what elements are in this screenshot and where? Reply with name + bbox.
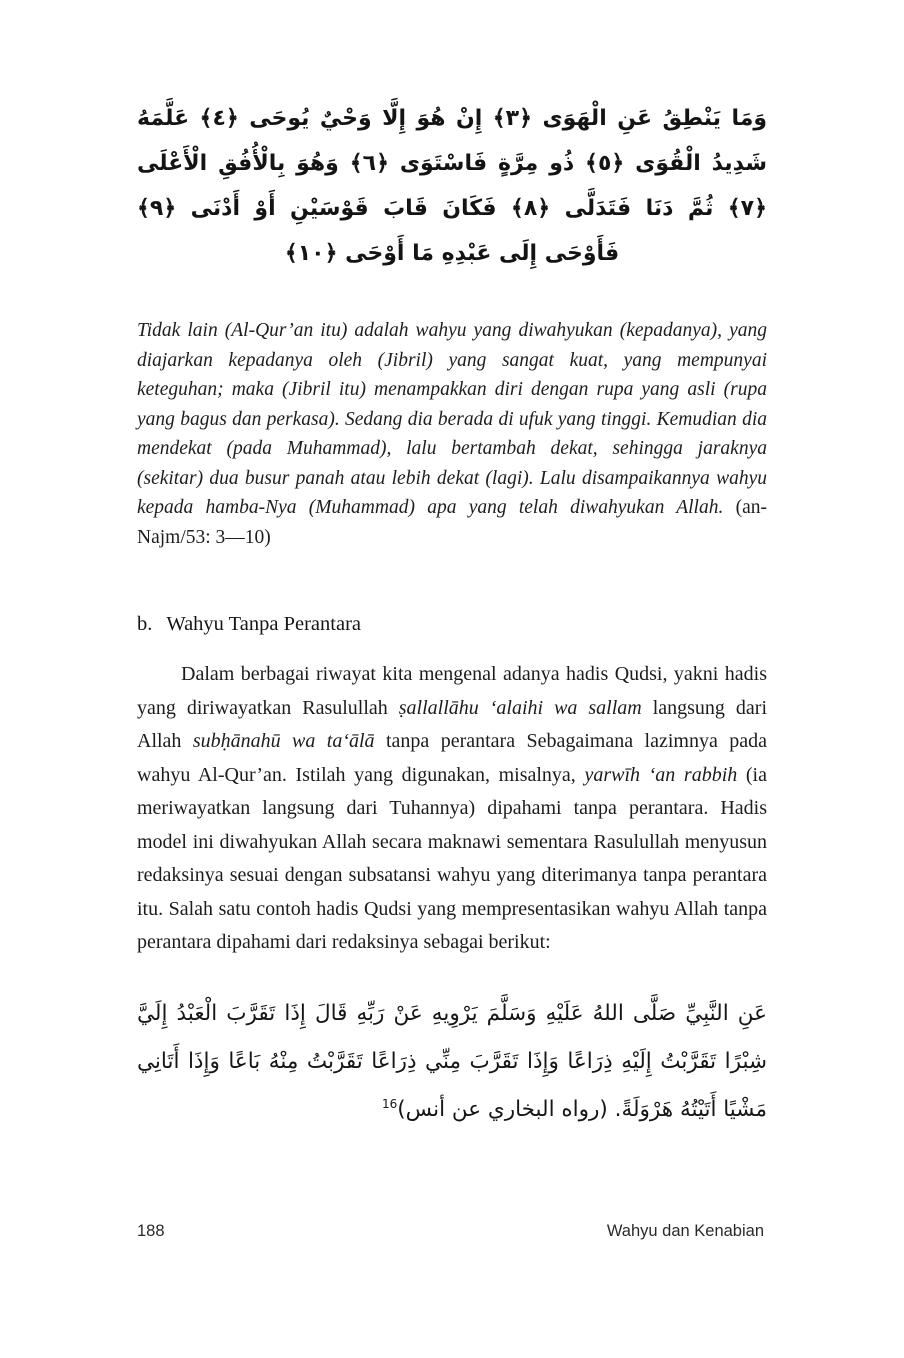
transliteration-subhanahu: subḥānahū wa ta‘ālā: [192, 730, 375, 752]
transliteration-yarwih: yarwīh ‘an rabbih: [584, 763, 738, 786]
page-number: 188: [137, 1222, 165, 1240]
body-text-segment: tanpa perantara Sebagaimana lazimnya pada wahyu Al-Qur’an. Istilah yang digunakan, misalnya,: [137, 730, 767, 786]
footnote-marker: 16: [382, 1096, 398, 1111]
verse-translation: [137, 316, 767, 552]
quran-verse-arabic: وَمَا يَنْطِقُ عَنِ الْهَوَى ﴿٣﴾ إِنْ هُوَ إِلَّا وَحْيٌ يُوحَى ﴿٤﴾ عَلَّمَهُ شَدِيدُ الْقُوَى ﴿٥﴾ ذُو مِرَّةٍ فَاسْتَوَى ﴿٦﴾ وَهُوَ بِالْأُفُقِ الْأَعْلَى ﴿٧﴾ ثُمَّ دَنَا فَتَدَلَّى ﴿٨﴾ فَكَانَ قَابَ قَوْسَيْنِ أَوْ أَدْنَى ﴿٩﴾ فَأَوْحَى إِلَى عَبْدِهِ مَا أَوْحَى ﴿١٠﴾: [137, 106, 767, 266]
section-title: Wahyu Tanpa Perantara: [166, 613, 361, 635]
body-text-segment: langsung dari Allah: [137, 696, 768, 752]
verse-reference: (an-Najm/53: 3—10): [137, 497, 767, 548]
hadith-arabic: [137, 990, 767, 1134]
running-title: Wahyu dan Kenabian: [606, 1222, 764, 1240]
body-paragraph: [137, 658, 767, 960]
body-text-segment: (ia meriwayatkan langsung dari Tuhannya) dipahami tanpa perantara. Hadis model ini diwahyukan Allah secara maknawi sementara Rasulullah menyusun redaksinya sesuai dengan subsatansi wahyu yang diterimanya tanpa perantara itu. Salah satu contoh hadis Qudsi yang mempresentasikan wahyu Allah tanpa perantara dipahami dari redaksinya sebagai berikut:: [137, 763, 767, 953]
transliteration-sallallahu: ṣallallāhu ‘alaihi wa sallam: [398, 696, 642, 719]
body-text-segment: Dalam berbagai riwayat kita mengenal adanya hadis Qudsi, yakni hadis yang diriwayatkan Rasulullah: [137, 663, 767, 719]
page-footer: [137, 1222, 764, 1241]
verse-translation-text: Tidak lain (Al-Qur’an itu) adalah wahyu yang diwahyukan (kepadanya), yang diajarkan kepadanya oleh (Jibril) yang sangat kuat, yang mempunyai keteguhan; maka (Jibril itu) menampakkan diri dengan rupa yang asli (rupa yang bagus dan perkasa). Sedang dia berada di ufuk yang tinggi. Kemudian dia mendekat (pada Muhammad), lalu bertambah dekat, sehingga jaraknya (sekitar) dua busur panah atau lebih dekat (lagi). Lalu disampaikannya wahyu kepada hamba-Nya (Muhammad) apa yang telah diwahyukan Allah.: [137, 320, 767, 518]
section-heading: [137, 610, 767, 638]
section-letter: b.: [137, 613, 153, 635]
hadith-text: عَنِ النَّبِيِّ صَلَّى اللهُ عَلَيْهِ وَسَلَّمَ يَرْوِيهِ عَنْ رَبِّهِ قَالَ إِذَا تَقَرَّبَ الْعَبْدُ إِلَيَّ شِبْرًا تَقَرَّبْتُ إِلَيْهِ ذِرَاعًا وَإِذَا تَقَرَّبَ مِنِّي ذِرَاعًا تَقَرَّبْتُ مِنْهُ بَاعًا وَإِذَا أَتَانِي مَشْيًا أَتَيْتُهُ هَرْوَلَةً. (رواه البخاري عن أنس): [137, 1000, 767, 1122]
